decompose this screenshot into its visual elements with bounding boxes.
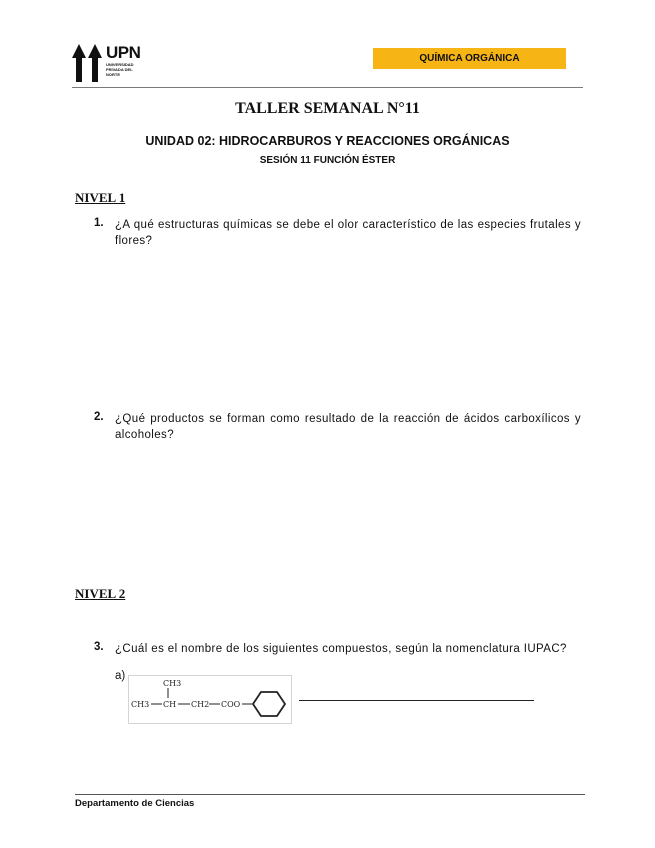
question-3-text: ¿Cuál es el nombre de los siguientes compuestos, según la nomenclatura IUPAC? [115,643,567,655]
question-1-text: ¿A qué estructuras químicas se debe el olor característico de las especies frutales y flores? [115,219,581,247]
ch-label: CH [163,700,177,709]
methyl-left-label: CH3 [131,700,150,709]
question-2-text: ¿Qué productos se forman como resultado de la reacción de ácidos carboxílicos y alcoholes? [115,413,581,441]
footer-divider [75,794,585,795]
question-1-number: 1. [94,217,104,229]
question-2-number: 2. [94,411,104,423]
cyclohexane-ring [253,692,285,716]
footer-text: Departamento de Ciencias [75,798,195,809]
course-badge: QUÍMICA ORGÁNICA [373,48,566,69]
logo-subtitle: UNIVERSIDAD PRIVADA DEL NORTE [106,62,134,77]
page-title: TALLER SEMANAL N°11 [235,100,420,117]
unit-title: UNIDAD 02: HIDROCARBUROS Y REACCIONES ORGÁNICAS [145,134,510,148]
chemical-structure [128,675,292,724]
ch2-label: CH2 [191,700,210,709]
session-title: SESIÓN 11 FUNCIÓN ÉSTER [259,155,396,166]
logo-text: UPN [106,43,141,62]
coo-label: COO [221,700,241,709]
question-3-number: 3. [94,641,104,653]
level-1-heading: NIVEL 1 [75,190,126,205]
upn-logo-icon [72,44,102,82]
answer-line [299,700,534,701]
level-2-heading: NIVEL 2 [75,586,126,601]
methyl-top-label: CH3 [163,679,182,688]
header-divider [72,87,583,88]
part-a-label: a) [115,670,126,682]
